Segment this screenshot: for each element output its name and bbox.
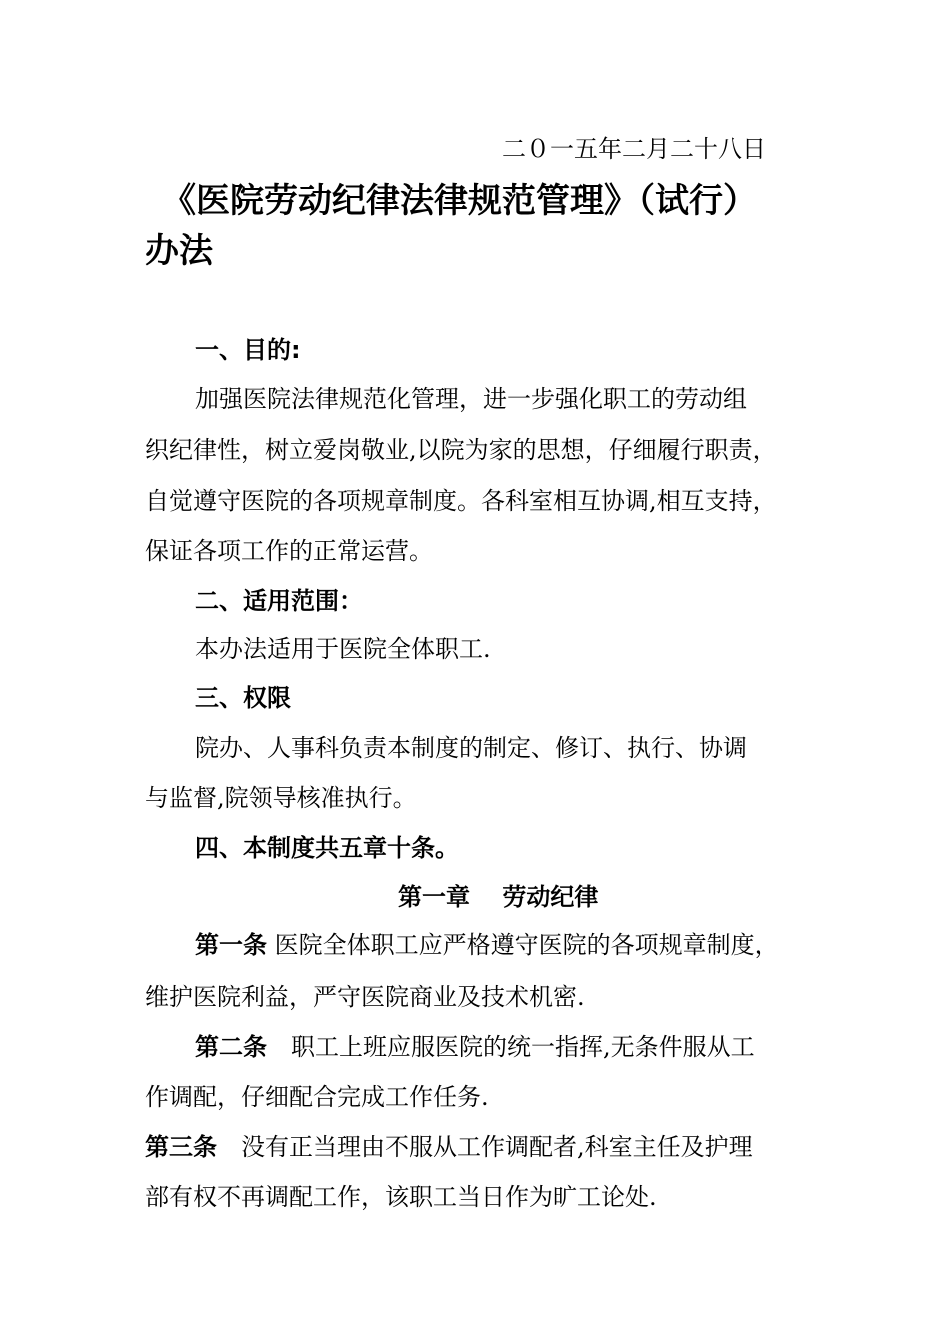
document-date: 二０一五年二月二十八日 — [502, 135, 766, 163]
section-heading-scope: 二、适用范围： — [195, 587, 363, 615]
section-heading-purpose: 一、目的: — [195, 336, 301, 364]
paragraph-line: 自觉遵守医院的各项规章制度。各科室相互协调,相互支持， — [145, 487, 777, 515]
paragraph-line: 作调配，仔细配合完成工作任务. — [145, 1083, 489, 1111]
article-line — [145, 1132, 753, 1162]
paragraph-line: 织纪律性，树立爱岗敬业,以院为家的思想，仔细履行职责， — [145, 436, 777, 464]
paragraph-line: 维护医院利益，严守医院商业及技术机密. — [145, 983, 585, 1011]
paragraph-line: 加强医院法律规范化管理，进一步强化职工的劳动组 — [195, 385, 747, 413]
chapter-heading: 第一章 劳动纪律 — [398, 883, 599, 911]
article-line — [195, 1032, 755, 1062]
article-line — [195, 930, 779, 960]
document-title-line2: 办法 — [145, 231, 213, 271]
section-heading-authority: 三、权限 — [195, 684, 291, 712]
article-label: 第三条 — [145, 1133, 217, 1161]
paragraph-line: 本办法适用于医院全体职工. — [195, 635, 491, 663]
paragraph-line: 与监督,院领导核准执行。 — [145, 784, 417, 812]
paragraph-line: 部有权不再调配工作，该职工当日作为旷工论处. — [145, 1183, 657, 1211]
article-label: 第一条 — [195, 931, 267, 959]
paragraph-line: 保证各项工作的正常运营。 — [145, 537, 433, 565]
article-text: 职工上班应服医院的统一指挥,无条件服从工 — [267, 1033, 755, 1061]
article-text: 医院全体职工应严格遵守医院的各项规章制度， — [267, 931, 779, 959]
article-text: 没有正当理由不服从工作调配者,科室主任及护理 — [217, 1133, 753, 1161]
article-label: 第二条 — [195, 1033, 267, 1061]
paragraph-line: 院办、人事科负责本制度的制定、修订、执行、协调 — [195, 734, 747, 762]
section-heading-structure: 四、本制度共五章十条。 — [195, 834, 459, 862]
document-title-line1: 《医院劳动纪律法律规范管理》（试行） — [162, 181, 757, 221]
